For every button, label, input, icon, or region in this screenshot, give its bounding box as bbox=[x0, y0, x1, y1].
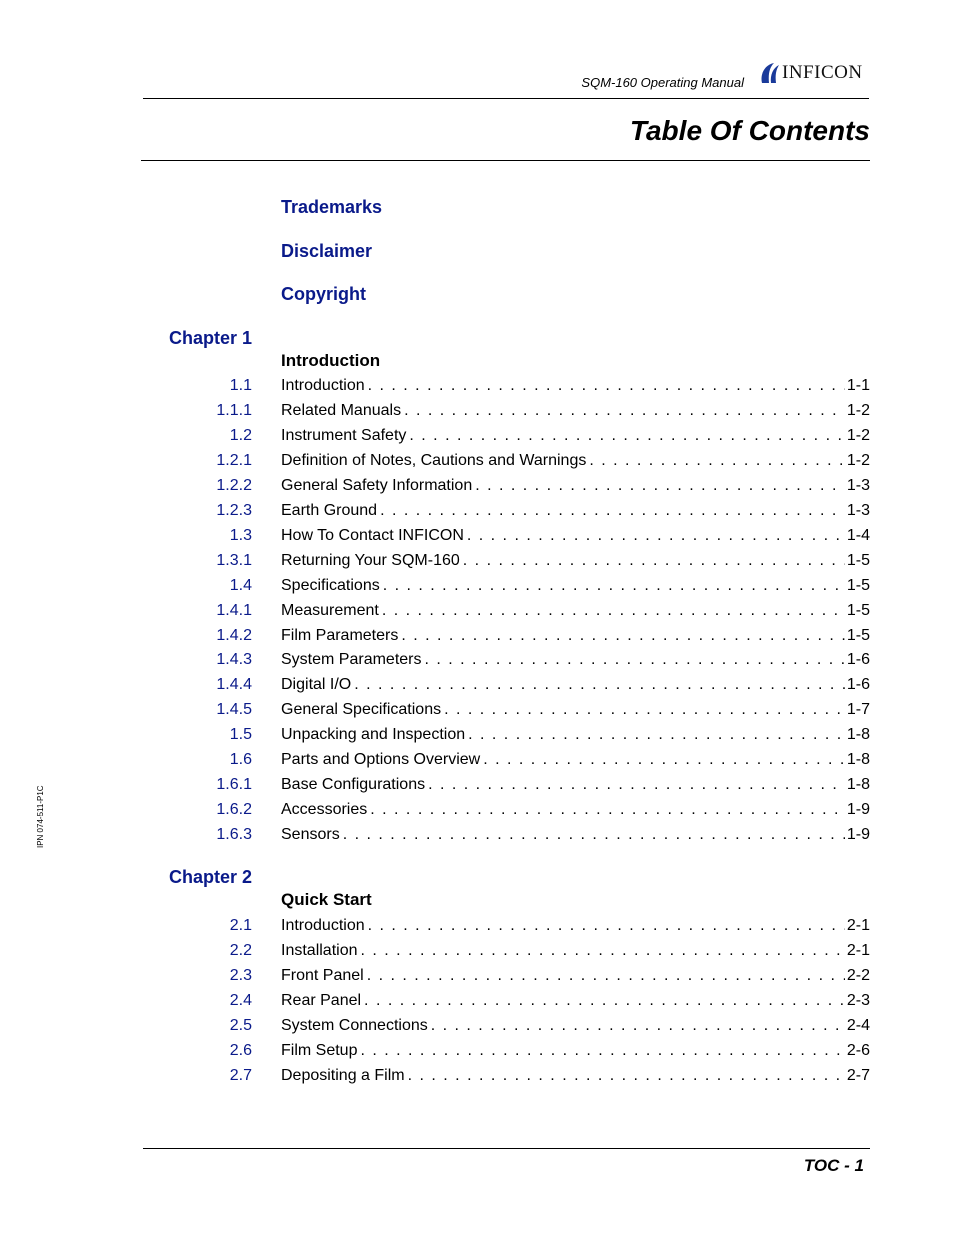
toc-entry-page[interactable]: 1-4 bbox=[846, 526, 870, 544]
toc-entry-title[interactable]: Returning Your SQM-160 bbox=[281, 551, 460, 569]
dot-leader bbox=[354, 674, 845, 696]
toc-entry-line[interactable] bbox=[281, 774, 870, 796]
toc-entry[interactable] bbox=[0, 749, 954, 771]
dot-leader bbox=[383, 575, 845, 597]
side-ipn-label: IPN 074-511-P1C bbox=[36, 785, 45, 848]
toc-entry-number[interactable]: 2.4 bbox=[229, 991, 252, 1009]
toc-entry[interactable] bbox=[0, 450, 954, 472]
toc-entry-title[interactable]: System Connections bbox=[281, 1016, 428, 1034]
toc-entry-number[interactable]: 2.6 bbox=[229, 1041, 252, 1059]
toc-entry-title[interactable]: General Specifications bbox=[281, 701, 442, 719]
inficon-logo bbox=[758, 60, 863, 86]
toc-entry-number[interactable]: 1.6.3 bbox=[216, 826, 252, 844]
toc-entry[interactable] bbox=[0, 990, 954, 1012]
toc-entry[interactable] bbox=[0, 375, 954, 397]
toc-entry[interactable] bbox=[0, 774, 954, 796]
toc-entry-page[interactable]: 1-3 bbox=[846, 501, 870, 519]
toc-entry-number[interactable]: 1.4.4 bbox=[216, 676, 252, 694]
toc-entry-title[interactable]: Sensors bbox=[281, 826, 340, 844]
dot-leader bbox=[409, 425, 844, 447]
toc-entry-page[interactable]: 1-9 bbox=[846, 801, 870, 819]
toc-entry-line[interactable] bbox=[281, 674, 870, 696]
toc-entry-line[interactable] bbox=[281, 965, 870, 987]
dot-leader bbox=[367, 965, 845, 987]
toc-entry-title[interactable]: Related Manuals bbox=[281, 401, 402, 419]
toc-entry-line[interactable] bbox=[281, 749, 870, 771]
manual-title: SQM-160 Operating Manual bbox=[581, 75, 744, 90]
toc-entry-line[interactable] bbox=[281, 915, 870, 937]
toc-entry-title[interactable]: Measurement bbox=[281, 601, 379, 619]
dot-leader bbox=[343, 824, 845, 846]
toc-entry-page[interactable]: 1-5 bbox=[846, 576, 870, 594]
dot-leader bbox=[368, 375, 845, 397]
dot-leader bbox=[463, 550, 845, 572]
toc-entry-line[interactable] bbox=[281, 575, 870, 597]
toc-entry-line[interactable] bbox=[281, 425, 870, 447]
toc-entry-title[interactable]: Film Setup bbox=[281, 1041, 358, 1059]
toc-entry-page[interactable]: 1-6 bbox=[846, 651, 870, 669]
toc-entry[interactable] bbox=[0, 724, 954, 746]
toc-entry-number[interactable]: 1.2 bbox=[229, 426, 252, 444]
toc-entry-page[interactable]: 1-6 bbox=[846, 676, 870, 694]
toc-entry-number[interactable]: 1.1.1 bbox=[216, 401, 252, 419]
toc-entry-number[interactable]: 1.4 bbox=[229, 576, 252, 594]
toc-entry-page[interactable]: 1-5 bbox=[846, 601, 870, 619]
toc-entry-number[interactable]: 1.4.5 bbox=[216, 701, 252, 719]
header-rule bbox=[143, 98, 869, 99]
toc-entry[interactable] bbox=[0, 500, 954, 522]
toc-entry-page[interactable]: 1-5 bbox=[846, 551, 870, 569]
toc-entry-title[interactable]: Definition of Notes, Cautions and Warnings bbox=[281, 451, 587, 469]
toc-entry[interactable] bbox=[0, 699, 954, 721]
dot-leader bbox=[404, 400, 845, 422]
toc-entry-page[interactable]: 2-7 bbox=[846, 1066, 870, 1084]
toc-entry-number[interactable]: 1.3.1 bbox=[216, 551, 252, 569]
toc-entry-number[interactable]: 1.2.3 bbox=[216, 501, 252, 519]
toc-entry-line[interactable] bbox=[281, 500, 870, 522]
toc-entry-page[interactable]: 1-1 bbox=[846, 377, 870, 394]
toc-entry-line[interactable] bbox=[281, 724, 870, 746]
toc-entry-title[interactable]: Accessories bbox=[281, 801, 368, 819]
toc-entry-line[interactable] bbox=[281, 1040, 870, 1062]
toc-entry-page[interactable]: 1-8 bbox=[846, 726, 870, 744]
toc-entry-title[interactable]: Front Panel bbox=[281, 966, 364, 984]
toc-entry[interactable] bbox=[0, 649, 954, 671]
toc-entry-number[interactable]: 1.4.1 bbox=[216, 601, 252, 619]
toc-entry-page[interactable]: 1-9 bbox=[846, 826, 870, 844]
chapter-2-label[interactable]: Chapter 2 bbox=[168, 867, 252, 887]
toc-entry-page[interactable]: 1-2 bbox=[846, 426, 870, 444]
toc-entry-title[interactable]: Unpacking and Inspection bbox=[281, 726, 466, 744]
toc-entry-page[interactable]: 2-1 bbox=[846, 917, 870, 934]
toc-entry[interactable] bbox=[0, 400, 954, 422]
toc-entry[interactable] bbox=[0, 575, 954, 597]
toc-entry-title[interactable]: Depositing a Film bbox=[281, 1066, 405, 1084]
toc-entry-page[interactable]: 1-8 bbox=[846, 776, 870, 794]
toc-entry-number[interactable]: 2.7 bbox=[229, 1066, 252, 1084]
inficon-logo-mark-icon bbox=[758, 61, 780, 85]
logo-text: INFICON bbox=[782, 62, 863, 83]
toc-entry-number[interactable]: 1.5 bbox=[229, 726, 252, 744]
dot-leader bbox=[424, 649, 844, 671]
toc-entry-line[interactable] bbox=[281, 475, 870, 497]
toc-entry-line[interactable] bbox=[281, 375, 870, 397]
dot-leader bbox=[380, 500, 845, 522]
toc-entry-title[interactable]: Introduction bbox=[281, 917, 365, 934]
toc-entry-page[interactable]: 1-2 bbox=[846, 401, 870, 419]
dot-leader bbox=[468, 724, 845, 746]
toc-entry[interactable] bbox=[0, 625, 954, 647]
toc-entry-page[interactable]: 2-6 bbox=[846, 1041, 870, 1059]
toc-entry[interactable] bbox=[0, 425, 954, 447]
toc-entry-line[interactable] bbox=[281, 1015, 870, 1037]
toc-entry-title[interactable]: Base Configurations bbox=[281, 776, 426, 794]
toc-entry-page[interactable]: 2-2 bbox=[846, 966, 870, 984]
toc-entry-line[interactable] bbox=[281, 990, 870, 1012]
toc-entry-title[interactable]: Installation bbox=[281, 941, 358, 959]
toc-entry-number[interactable]: 1.3 bbox=[229, 526, 252, 544]
toc-entry-page[interactable]: 1-7 bbox=[846, 701, 870, 719]
dot-leader bbox=[364, 990, 845, 1012]
toc-entry-title[interactable]: Introduction bbox=[281, 377, 365, 394]
toc-entry-page[interactable]: 1-5 bbox=[846, 626, 870, 644]
toc-entry-number[interactable]: 1.6.2 bbox=[216, 801, 252, 819]
toc-entry[interactable] bbox=[0, 940, 954, 962]
toc-entry-line[interactable] bbox=[281, 699, 870, 721]
toc-entry-number[interactable]: 1.6 bbox=[229, 751, 252, 769]
copyright-link[interactable]: Copyright bbox=[281, 284, 366, 304]
toc-entry-line[interactable] bbox=[281, 625, 870, 647]
title-rule bbox=[141, 160, 870, 161]
toc-entry-number[interactable]: 1.4.3 bbox=[216, 651, 252, 669]
toc-entry-page[interactable]: 1-8 bbox=[846, 751, 870, 769]
page-title: Table Of Contents bbox=[629, 115, 870, 146]
toc-entry-title[interactable]: General Safety Information bbox=[281, 476, 473, 494]
toc-entry-title[interactable]: Digital I/O bbox=[281, 676, 352, 694]
dot-leader bbox=[368, 915, 845, 937]
toc-entry-title[interactable]: Film Parameters bbox=[281, 626, 399, 644]
toc-entry-title[interactable]: Parts and Options Overview bbox=[281, 751, 481, 769]
toc-entry[interactable] bbox=[0, 965, 954, 987]
toc-entry-page[interactable]: 1-3 bbox=[846, 476, 870, 494]
chapter-1-label[interactable]: Chapter 1 bbox=[168, 328, 252, 348]
toc-entry[interactable] bbox=[0, 475, 954, 497]
footer-rule bbox=[143, 1148, 870, 1149]
toc-entry-line[interactable] bbox=[281, 1065, 870, 1087]
toc-entry-line[interactable] bbox=[281, 799, 870, 821]
dot-leader bbox=[401, 625, 845, 647]
toc-entry-number[interactable]: 1.1 bbox=[229, 377, 252, 394]
dot-leader bbox=[428, 774, 845, 796]
toc-entry-page[interactable]: 2-1 bbox=[846, 941, 870, 959]
toc-entry[interactable] bbox=[0, 1015, 954, 1037]
toc-entry-page[interactable]: 2-3 bbox=[846, 991, 870, 1009]
dot-leader bbox=[431, 1015, 845, 1037]
toc-entry-number[interactable]: 2.2 bbox=[229, 941, 252, 959]
toc-entry-line[interactable] bbox=[281, 400, 870, 422]
dot-leader bbox=[483, 749, 845, 771]
dot-leader bbox=[370, 799, 845, 821]
toc-entry-line[interactable] bbox=[281, 824, 870, 846]
toc-entry-page[interactable]: 1-2 bbox=[846, 451, 870, 469]
toc-entry[interactable] bbox=[0, 525, 954, 547]
toc-entry[interactable] bbox=[0, 1065, 954, 1087]
toc-entry-number[interactable]: 1.6.1 bbox=[216, 776, 252, 794]
dot-leader bbox=[408, 1065, 845, 1087]
dot-leader bbox=[475, 475, 845, 497]
chapter-1-title[interactable]: Introduction bbox=[281, 351, 381, 370]
toc-entry[interactable] bbox=[0, 600, 954, 622]
toc-entry[interactable] bbox=[0, 824, 954, 846]
toc-entry-page[interactable]: 2-4 bbox=[846, 1016, 870, 1034]
toc-entry-line[interactable] bbox=[281, 940, 870, 962]
toc-entry-title[interactable]: System Parameters bbox=[281, 651, 422, 669]
disclaimer-link[interactable]: Disclaimer bbox=[281, 241, 373, 261]
dot-leader bbox=[467, 525, 845, 547]
toc-entry-title[interactable]: Earth Ground bbox=[281, 501, 378, 519]
toc-entry-number[interactable]: 2.5 bbox=[229, 1016, 252, 1034]
toc-entry-title[interactable]: Rear Panel bbox=[281, 991, 362, 1009]
toc-entry[interactable] bbox=[0, 1040, 954, 1062]
toc-entry-line[interactable] bbox=[281, 649, 870, 671]
toc-entry-number[interactable]: 2.3 bbox=[229, 966, 252, 984]
toc-entry-number[interactable]: 1.2.1 bbox=[216, 451, 252, 469]
trademarks-link[interactable]: Trademarks bbox=[281, 197, 383, 217]
footer-page-number: TOC - 1 bbox=[803, 1156, 864, 1175]
toc-entry-number[interactable]: 2.1 bbox=[229, 917, 252, 934]
toc-entry-line[interactable] bbox=[281, 525, 870, 547]
toc-entry[interactable] bbox=[0, 915, 954, 937]
toc-entry-title[interactable]: How To Contact INFICON bbox=[281, 526, 464, 544]
dot-leader bbox=[361, 940, 845, 962]
toc-entry[interactable] bbox=[0, 674, 954, 696]
toc-entry-number[interactable]: 1.2.2 bbox=[216, 476, 252, 494]
dot-leader bbox=[382, 600, 845, 622]
chapter-2-title[interactable]: Quick Start bbox=[281, 890, 372, 909]
toc-entry-number[interactable]: 1.4.2 bbox=[216, 626, 252, 644]
toc-entry[interactable] bbox=[0, 799, 954, 821]
toc-entry-line[interactable] bbox=[281, 550, 870, 572]
toc-entry-line[interactable] bbox=[281, 600, 870, 622]
toc-entry[interactable] bbox=[0, 550, 954, 572]
dot-leader bbox=[360, 1040, 844, 1062]
toc-entry-title[interactable]: Specifications bbox=[281, 576, 380, 594]
dot-leader bbox=[444, 699, 845, 721]
toc-entry-line[interactable] bbox=[281, 450, 870, 472]
dot-leader bbox=[589, 450, 845, 472]
toc-entry-title[interactable]: Instrument Safety bbox=[281, 426, 407, 444]
